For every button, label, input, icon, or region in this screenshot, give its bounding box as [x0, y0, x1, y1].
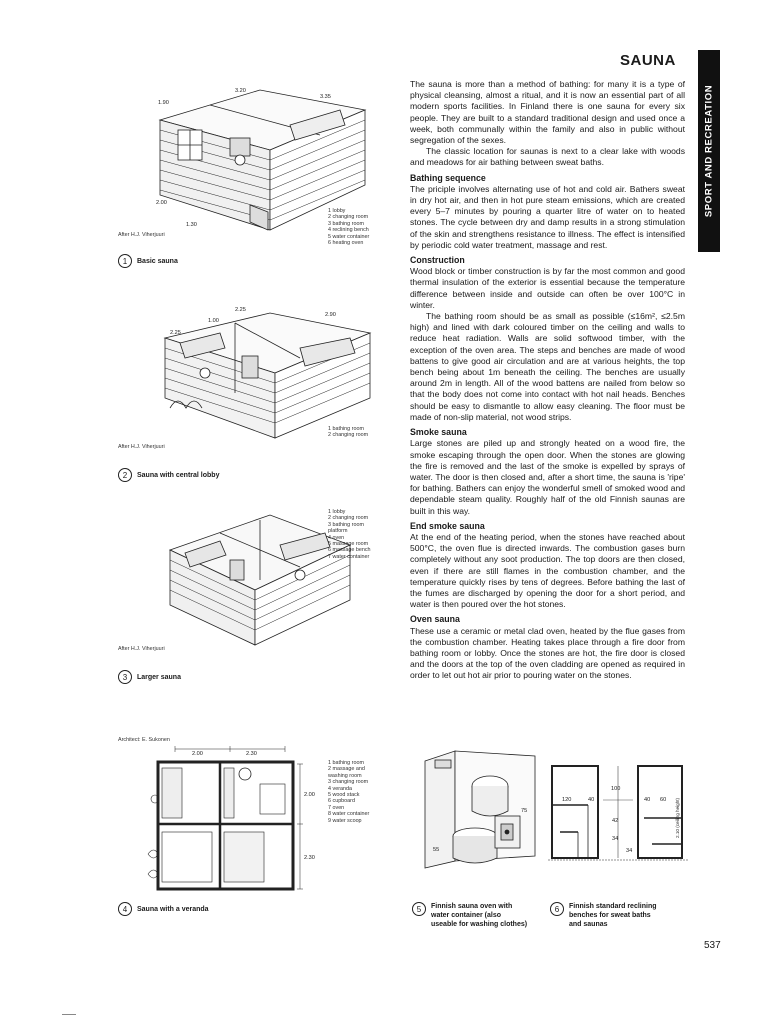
- legend-item: 2 changing room: [328, 515, 369, 522]
- section-heading: Construction: [410, 255, 465, 266]
- figure-number: 2: [118, 468, 132, 482]
- dimension-label: 2.25: [170, 330, 181, 336]
- section-paragraph: Large stones are piled up and strongly heated on a wood fire, the smoke escaping through the open door. When the stones are glowing the fire is removed and the last of the smoke is expelled by sprays of water. The door is then closed and, after a short time, the sauna is 'ripe' for bathing. Bathers can enjoy the wonderful smell of smoked wood and dependable steam quality. Roughly half of the old Finnish saunas are built in this way.: [410, 438, 685, 516]
- dimension-label: 2.00: [304, 792, 315, 798]
- legend-item: 9 water scoop: [328, 817, 362, 824]
- dimension-label: 1.00: [208, 318, 219, 324]
- legend-item: 2 massage and: [328, 766, 365, 773]
- figure-caption: [118, 902, 209, 916]
- section-heading: Bathing sequence: [410, 172, 486, 183]
- figure-caption-text: Sauna with central lobby: [137, 471, 220, 479]
- figure-caption-text: and saunas: [569, 921, 608, 928]
- legend-item: platform: [328, 528, 348, 535]
- legend-item: 3 bathing room: [328, 521, 364, 528]
- dimension-label: 1.30: [186, 222, 197, 228]
- dimension-label: 42: [612, 818, 619, 824]
- legend-item: 2 changing room: [328, 432, 369, 439]
- figure-legend: [328, 509, 371, 560]
- page-number: 537: [704, 940, 721, 951]
- figure-credit: After H.J. Viherjuuri: [118, 232, 165, 238]
- figure-caption: [118, 468, 219, 482]
- legend-item: 7 oven: [328, 804, 345, 811]
- legend-item: 6 massage bench: [328, 547, 371, 554]
- central-lobby-sauna-illustration: [150, 298, 375, 443]
- figure-caption-text: Larger sauna: [137, 673, 181, 681]
- legend-item: 1 bathing room: [328, 426, 364, 432]
- dimension-label: 40: [588, 797, 595, 803]
- veranda-sauna-plan: [140, 744, 320, 894]
- figure-legend: [328, 426, 368, 439]
- legend-item: 8 water container: [328, 811, 370, 818]
- figure-number: 5: [412, 902, 426, 916]
- figure-caption-text: Sauna with a veranda: [137, 905, 209, 913]
- legend-item: 4 reclining bench: [328, 227, 369, 234]
- section-tab-label: SPORT AND RECREATION: [703, 84, 715, 218]
- legend-item: washing room: [328, 772, 362, 779]
- dimension-label: 120: [562, 797, 572, 803]
- figure-caption: [550, 902, 657, 929]
- legend-item: 2 changing room: [328, 214, 369, 221]
- dimension-label: 34: [612, 836, 619, 842]
- intro-paragraph: The classic location for saunas is next to a clear lake with woods and meadows for air bathing between sweat baths.: [410, 146, 685, 168]
- figure-number: 4: [118, 902, 132, 916]
- section-paragraph: The priciple involves alternating use of hot and cold air. Bathers sweat in dry hot air, and then in hot pure steam emissions, which are created every 5–7 minutes by pouring a quarter litre of water on to heated stones. The cycle between dry and damp results in a strong stimulation of the skin and strengthens resistance to illness. The effect is intensified by periodic cold water treatment, massage and rest.: [410, 183, 685, 250]
- legend-item: 1 lobby: [328, 208, 346, 214]
- figure-caption: [118, 254, 178, 268]
- dimension-label: 55: [433, 847, 440, 853]
- figure-caption-text: useable for washing clothes): [431, 921, 528, 928]
- section-paragraph: Wood block or timber construction is by far the most common and good thermal insulation of the exterior is essential because the temperature difference between inside and outside can often be over 100°C in winter.: [410, 266, 685, 310]
- dimension-label: 1.90: [158, 100, 169, 106]
- page-title: SAUNA: [620, 52, 676, 69]
- dimension-label: 2.00: [156, 200, 167, 206]
- section-paragraph: These use a ceramic or metal clad oven, heated by the flue gases from the combustion chamber. Heating takes place through a fire door from bathing room or lobby. Once the stones are hot, the fire door is closed and the doors at the top of the oven cladding are opened as required in order to let out hot air prior to pouring water on the stones.: [410, 625, 685, 681]
- figure-number: 1: [118, 254, 132, 268]
- larger-sauna-illustration: [160, 505, 355, 650]
- legend-item: 6 cupboard: [328, 798, 355, 805]
- dimension-label: 2.30: [304, 855, 315, 861]
- legend-item: 5 wood stack: [328, 792, 360, 799]
- figure-credit: After H.J. Viherjuuri: [118, 444, 165, 450]
- legend-item: 1 bathing room: [328, 760, 364, 766]
- figure-caption-text: Finnish standard reclining: [569, 903, 657, 910]
- figure-caption: [412, 902, 527, 929]
- intro-paragraph: The sauna is more than a method of bathing: for many it is a type of physical cleansing, almost a ritual, and it is now an essential part of all modern sports facilities. In Finland there is one sauna for every six people. They are built to a standard traditional design and used once a week, both communally within the family and also in public without segregation of the sexes.: [410, 79, 685, 146]
- legend-item: 5 water container: [328, 233, 370, 240]
- figure-caption-text: Basic sauna: [137, 257, 178, 265]
- figure-credit: After H.J. Viherjuuri: [118, 646, 165, 652]
- figure-caption: [118, 670, 181, 684]
- legend-item: 4 veranda: [328, 785, 352, 792]
- figure-caption-text: benches for sweat baths: [569, 912, 651, 919]
- section-heading: Smoke sauna: [410, 427, 467, 438]
- section-heading: Oven sauna: [410, 614, 460, 625]
- figure-caption-text: water container (also: [431, 912, 502, 919]
- figure-legend: [328, 208, 369, 246]
- section-heading: End smoke sauna: [410, 520, 485, 531]
- sauna-oven-illustration: [415, 746, 545, 871]
- dimension-label: 60: [660, 797, 667, 803]
- dimension-label: 3.35: [320, 94, 331, 100]
- article-text: [410, 79, 685, 682]
- dimension-label: 100: [611, 786, 621, 792]
- legend-item: 1 lobby: [328, 509, 346, 515]
- section-paragraph: At the end of the heating period, when the stones have reached about 500°C, the oven flue is directed inwards. The combustion gases burn completely without any soot production. The top doors are then closed, even if there are still flames in the combustion chamber, and the temperature quickly rises by tens of degrees. Before bathing the last of the fumes are discharged by opening the door for a short period, and water is then poured over the hot stones.: [410, 531, 685, 610]
- dimension-label: 2.10 (ceiling height): [675, 797, 680, 838]
- legend-item: 6 heating oven: [328, 240, 364, 247]
- page-edge-mark: [62, 1014, 76, 1015]
- figure-caption-text: Finnish sauna oven with: [431, 903, 513, 910]
- section-tab: [698, 50, 720, 252]
- dimension-label: 2.30: [246, 751, 257, 757]
- legend-item: 3 bathing room: [328, 220, 364, 227]
- dimension-label: 2.90: [325, 312, 336, 318]
- figure-number: 3: [118, 670, 132, 684]
- figure-legend: [328, 760, 369, 824]
- legend-item: 7 water container: [328, 553, 370, 560]
- reclining-bench-sections: [548, 760, 688, 865]
- dimension-label: 34: [626, 848, 633, 854]
- figure-number: 6: [550, 902, 564, 916]
- dimension-label: 75: [521, 808, 528, 814]
- dimension-label: 2.00: [192, 751, 203, 757]
- legend-item: 4 oven: [328, 534, 345, 541]
- dimension-label: 2.25: [235, 307, 246, 313]
- legend-item: 3 changing room: [328, 779, 369, 786]
- dimension-label: 40: [644, 797, 651, 803]
- figure-credit: Architect: E. Sukonen: [118, 737, 170, 743]
- section-paragraph: The bathing room should be as small as possible (≤16m², ≤2.5m high) and lined with dark coloured timber on the ceiling and walls to reduce heat radiation. Walls are solid softwood timber, with the exception of the oven area. The steps and benches are made of wood battens to give good air circulation and are at various heights, the top bench being about 1m beneath the ceiling. The benches are usually around 2m in length. All of the wood battens are nailed from below so that the body does not come into contact with hot nail heads. Benches should be easy to dismantle to allow easy cleaning. The floor must be made of non-slip material, not wood strips.: [410, 311, 685, 422]
- legend-item: 5 massage room: [328, 541, 369, 548]
- dimension-label: 3.20: [235, 88, 246, 94]
